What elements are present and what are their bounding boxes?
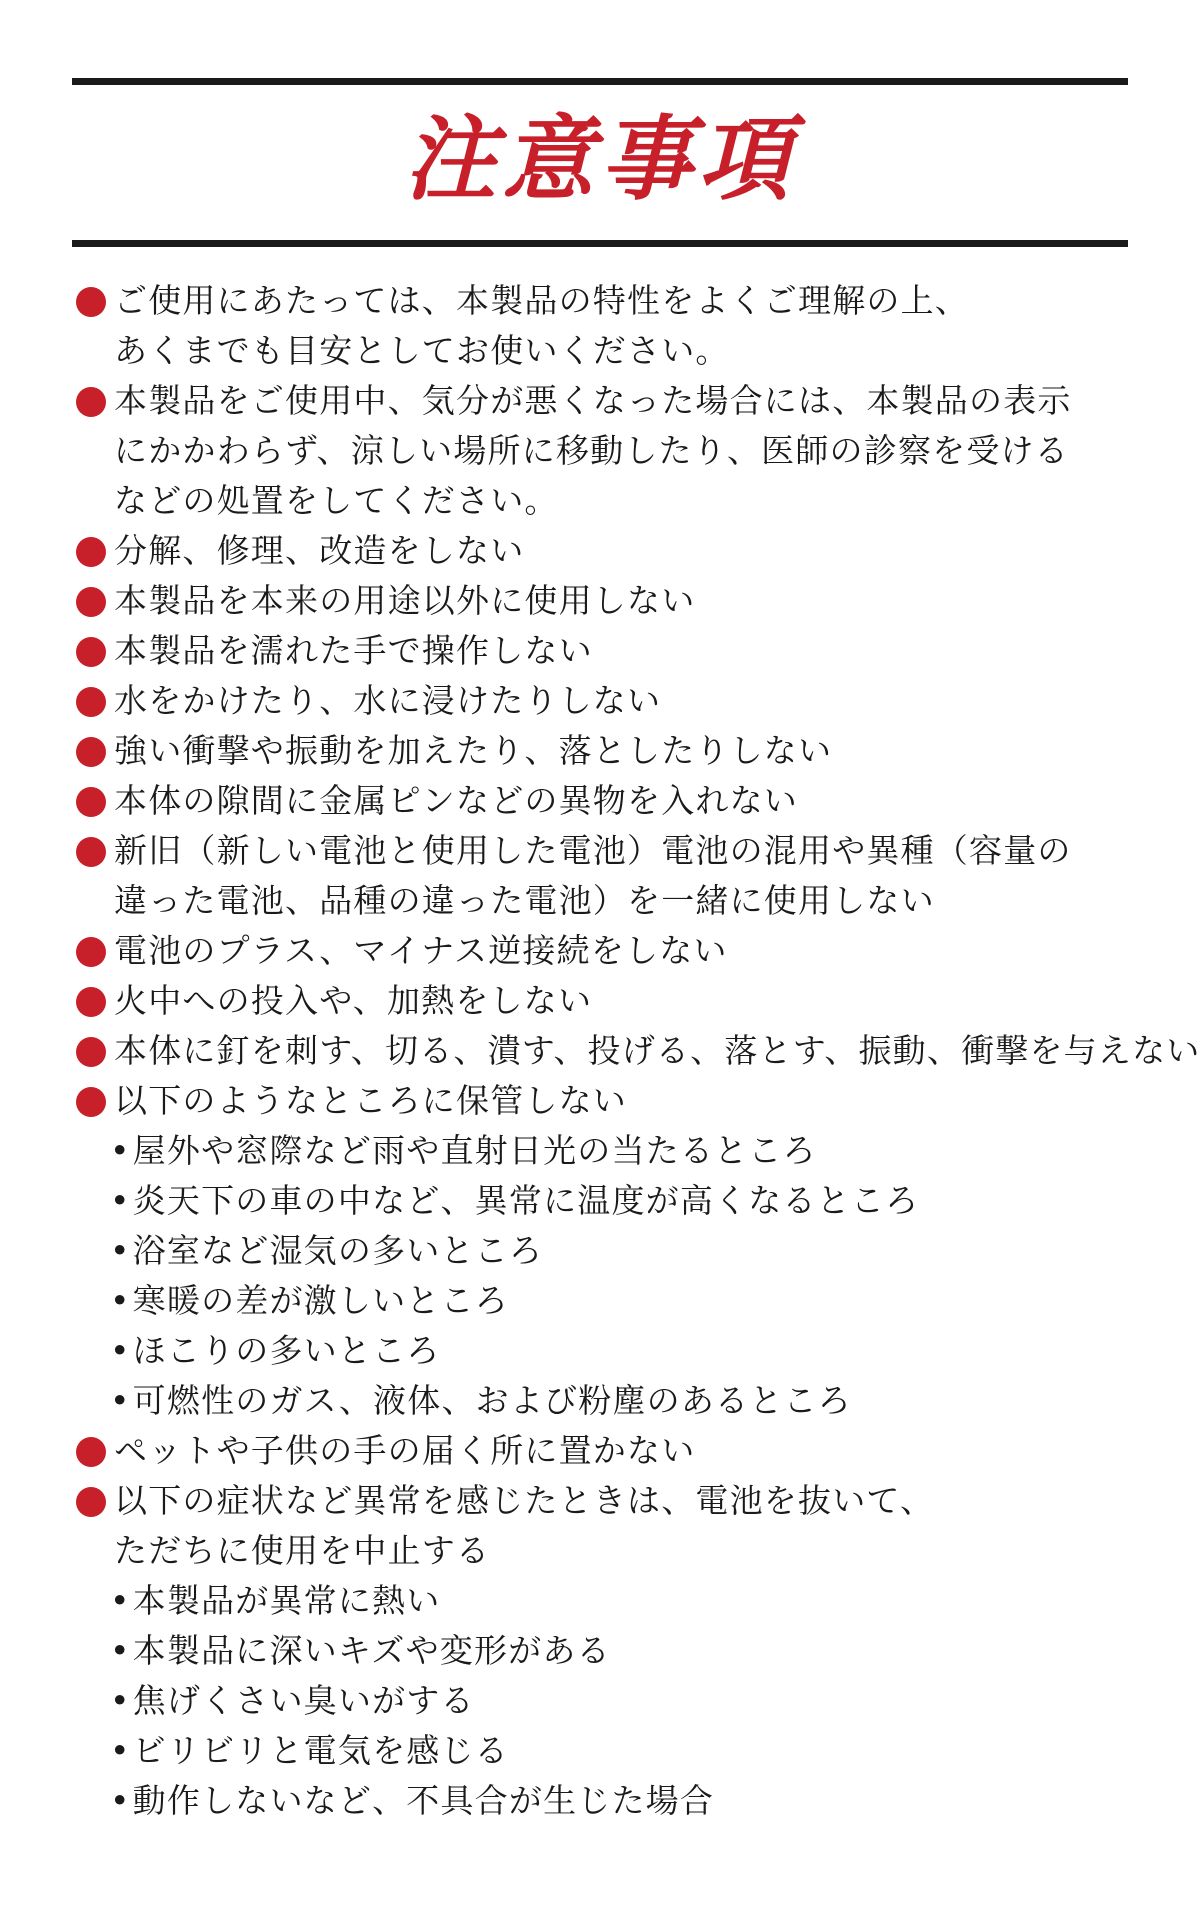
list-item: [72, 676, 1142, 726]
list-item-text: 本体の隙間に金属ピンなどの異物を入れない: [114, 781, 798, 820]
list-item-text: • 屋外や窓際など雨や直射日光の当たるところ: [110, 1126, 817, 1176]
list-item-text: 以下の症状など異常を感じたときは、電池を抜いて、: [114, 1481, 935, 1520]
list-item-continuation: [72, 426, 1142, 476]
red-bullet-icon: [76, 787, 106, 817]
list-item: [72, 576, 1142, 626]
list-item-text: • 本製品に深いキズや変形がある: [110, 1626, 611, 1676]
list-item-text: • ビリビリと電気を感じる: [110, 1726, 509, 1776]
sub-list-item: [72, 1126, 1142, 1176]
bottom-rule: [72, 240, 1128, 247]
red-bullet-icon: [76, 987, 106, 1017]
top-rule: [72, 78, 1128, 85]
sub-list-item: [72, 1676, 1142, 1726]
list-item: [72, 826, 1142, 876]
list-item-continuation: [72, 1526, 1142, 1576]
list-item-text: 本製品を本来の用途以外に使用しない: [114, 581, 696, 620]
list-item-text: ご使用にあたっては、本製品の特性をよくご理解の上、: [114, 281, 969, 320]
list-item: [72, 1476, 1142, 1526]
list-item-text: 違った電池、品種の違った電池）を一緒に使用しない: [114, 881, 935, 920]
list-item-text: • ほこりの多いところ: [110, 1326, 440, 1376]
sub-list-item: [72, 1326, 1142, 1376]
red-bullet-icon: [76, 837, 106, 867]
list-item-text: にかかわらず、涼しい場所に移動したり、医師の診察を受ける: [114, 431, 1069, 470]
list-item-text: • 本製品が異常に熱い: [110, 1576, 440, 1626]
list-item-text: 分解、修理、改造をしない: [114, 531, 525, 570]
list-item-text: あくまでも目安としてお使いください。: [114, 331, 730, 370]
caution-list: [72, 276, 1200, 1826]
list-item: [72, 1426, 1142, 1476]
list-item-text: 本製品を濡れた手で操作しない: [114, 631, 593, 670]
list-item-text: 電池のプラス、マイナス逆接続をしない: [114, 931, 728, 970]
list-item-text: • 寒暖の差が激しいところ: [110, 1276, 509, 1326]
list-item: [72, 626, 1142, 676]
list-item-text: 以下のようなところに保管しない: [114, 1081, 627, 1120]
list-item: [72, 1076, 1142, 1126]
list-item: [72, 926, 1142, 976]
list-item-text: • 浴室など湿気の多いところ: [110, 1226, 543, 1276]
list-item-continuation: [72, 476, 1142, 526]
red-bullet-icon: [76, 537, 106, 567]
sub-list-item: [72, 1276, 1142, 1326]
red-bullet-icon: [76, 1487, 106, 1517]
list-item: [72, 1026, 1200, 1076]
sub-list-item: [72, 1776, 1142, 1826]
page-title: 注意事項: [403, 106, 796, 213]
list-item: [72, 976, 1142, 1026]
list-item-text: ただちに使用を中止する: [114, 1531, 491, 1570]
list-item-text: などの処置をしてください。: [114, 481, 559, 520]
list-item-text: 強い衝撃や振動を加えたり、落としたりしない: [114, 731, 833, 770]
list-item-text: ペットや子供の手の届く所に置かない: [114, 1431, 696, 1470]
list-item-text: 水をかけたり、水に浸けたりしない: [114, 681, 662, 720]
list-item-text: • 動作しないなど、不具合が生じた場合: [110, 1776, 714, 1826]
sub-list-item: [72, 1626, 1142, 1676]
red-bullet-icon: [76, 287, 106, 317]
list-item-text: 本製品をご使用中、気分が悪くなった場合には、本製品の表示: [114, 381, 1072, 420]
list-item: [72, 726, 1142, 776]
list-item-text: • 炎天下の車の中など、異常に温度が高くなるところ: [110, 1176, 919, 1226]
list-item-text: • 焦げくさい臭いがする: [110, 1676, 475, 1726]
red-bullet-icon: [76, 687, 106, 717]
list-item: [72, 276, 1142, 326]
sub-list-item: [72, 1226, 1142, 1276]
red-bullet-icon: [76, 387, 106, 417]
list-item-text: 新旧（新しい電池と使用した電池）電池の混用や異種（容量の: [114, 831, 1072, 870]
sub-list-item: [72, 1176, 1142, 1226]
red-bullet-icon: [76, 1037, 106, 1067]
sub-list-item: [72, 1726, 1142, 1776]
list-item-text: • 可燃性のガス、液体、および粉塵のあるところ: [110, 1376, 852, 1426]
red-bullet-icon: [76, 587, 106, 617]
red-bullet-icon: [76, 1087, 106, 1117]
red-bullet-icon: [76, 937, 106, 967]
red-bullet-icon: [76, 737, 106, 767]
sub-list-item: [72, 1576, 1142, 1626]
list-item: [72, 776, 1142, 826]
list-item-continuation: [72, 326, 1142, 376]
red-bullet-icon: [76, 1437, 106, 1467]
sub-list-item: [72, 1376, 1142, 1426]
list-item-text: 火中への投入や、加熱をしない: [114, 981, 593, 1020]
list-item: [72, 376, 1142, 426]
red-bullet-icon: [76, 637, 106, 667]
list-item-continuation: [72, 876, 1142, 926]
list-item-text: 本体に釘を刺す、切る、潰す、投げる、落とす、振動、衝撃を与えない: [114, 1031, 1200, 1070]
list-item: [72, 526, 1142, 576]
